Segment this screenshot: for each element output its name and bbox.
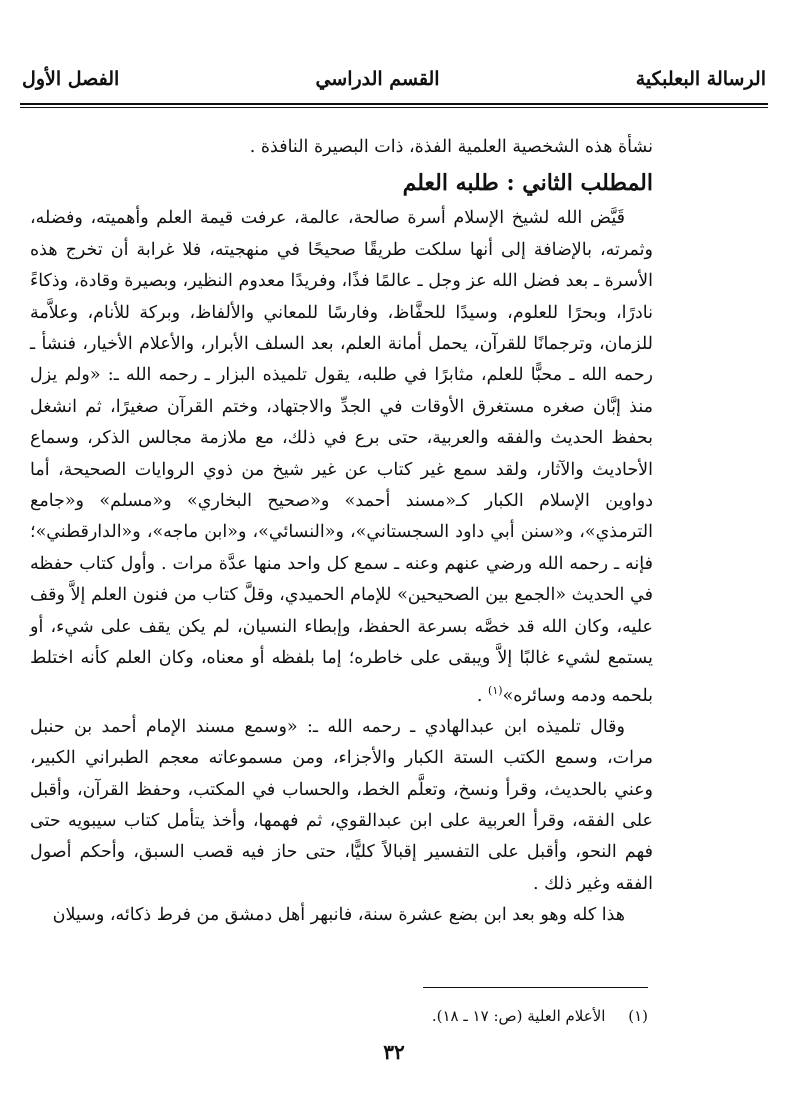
header-rule-thin bbox=[20, 107, 768, 108]
header-book-title: الرسالة البعلبكية bbox=[635, 68, 766, 90]
main-text bbox=[30, 132, 653, 932]
footnote-separator bbox=[423, 987, 648, 988]
header-rule-thick bbox=[20, 103, 768, 105]
paragraph-1-text: قَيَّض الله لشيخ الإسلام أسرة صالحة، عالمة، عرفت قيمة العلم وأهميته، وفضله، وثمرته، بالإضافة إلى أنها سلكت طريقًا صحيحًا في منهجيته، فلا غرابة أن تخرج هذه الأسرة ـ بعد فضل الله عز وجل ـ عالمًا فذًا، وفريدًا معدوم النظير، وبصيرة وقادة، وذكاءً نادرًا، وبحرًا للعلوم، وسيدًا للحفَّاظ، وفارسًا للمعاني والألفاظ، وبركة للأنام، وعلاَّمة للزمان، وترجمانًا للقرآن، يحمل أمانة العلم، بعد السلف الأبرار، والأعلام الأخيار، فنشأ ـ رحمه الله ـ محبًّا للعلم، مثابرًا في طلبه، يقول تلميذه البزار ـ رحمه الله ـ: «ولم يزل منذ إبَّان صغره مستغرق الأوقات في الجدِّ والاجتهاد، وختم القرآن صغيرًا، ثم انشغل بحفظ الحديث والفقه والعربية، حتى برع في ذلك، مع ملازمة مجالس الذكر، وسماع الأحاديث والآثار، ولقد سمع غير كتاب عن غير شيخ من ذوي الروايات الصحيحة، أما دواوين الإسلام الكبار كـ«مسند أحمد» و«صحيح البخاري» و«مسلم» و«جامع الترمذي»، و«سنن أبي داود السجستاني»، و«النسائي»، و«ابن ماجه»، و«الدارقطني»؛ فإنه ـ رحمه الله ورضي عنهم وعنه ـ سمع كل واحد منها عدَّة مرات . وأول كتاب حفظه في الحديث «الجمع بين الصحيحين» للإمام الحميدي، وقلَّ كتاب من فنون العلم إلاَّ وقف عليه، وكان الله قد خصَّه بسرعة الحفظ، وإبطاء النسيان، لم يكن يقف على شيء، أو يستمع لشيء غالبًا إلاَّ ويبقى على خاطره؛ إما بلفظه أو معناه، وكان العلم كأنه اختلط بلحمه ودمه وسائره» bbox=[30, 208, 653, 706]
intro-line: نشأة هذه الشخصية العلمية الفذة، ذات البصيرة النافذة . bbox=[249, 137, 653, 157]
paragraph-3: هذا كله وهو بعد ابن بضع عشرة سنة، فانبهر أهل دمشق من فرط ذكائه، وسيلان bbox=[52, 905, 625, 926]
section-heading: المطلب الثاني : طلبه العلم bbox=[402, 170, 653, 197]
header-section-title: القسم الدراسي bbox=[315, 68, 440, 90]
footnote-reference: (١) bbox=[488, 683, 503, 697]
footnote bbox=[160, 1005, 648, 1027]
header-chapter-title: الفصل الأول bbox=[22, 68, 120, 90]
paragraph-1 bbox=[30, 203, 653, 711]
footnote-number: (١) bbox=[628, 1007, 648, 1025]
paragraph-2: وقال تلميذه ابن عبدالهادي ـ رحمه الله ـ: «وسمع مسند الإمام أحمد بن حنبل مرات، وسمع الكتب الستة الكبار والأجزاء، ومن مسموعاته معجم الطبراني الكبير، وعني بالحديث، وقرأ ونسخ، وتعلَّم الخط، والحساب في المكتب، وحفظ القرآن، وأقبل على الفقه، وقرأ العربية على ابن عبدالقوي، ثم فهمها، وأخذ يتأمل كتاب سيبويه حتى فهم النحو، وأقبل على التفسير إقبالاً كليًّا، حتى حاز فيه قصب السبق، وأحكم أصول الفقه وغير ذلك . bbox=[30, 716, 653, 894]
running-header bbox=[22, 62, 766, 96]
paragraph-1-end: . bbox=[476, 685, 489, 706]
footnote-text: الأعلام العلية (ص: ١٧ ـ ١٨). bbox=[431, 1007, 606, 1025]
page-number: ٣٢ bbox=[383, 1040, 405, 1064]
